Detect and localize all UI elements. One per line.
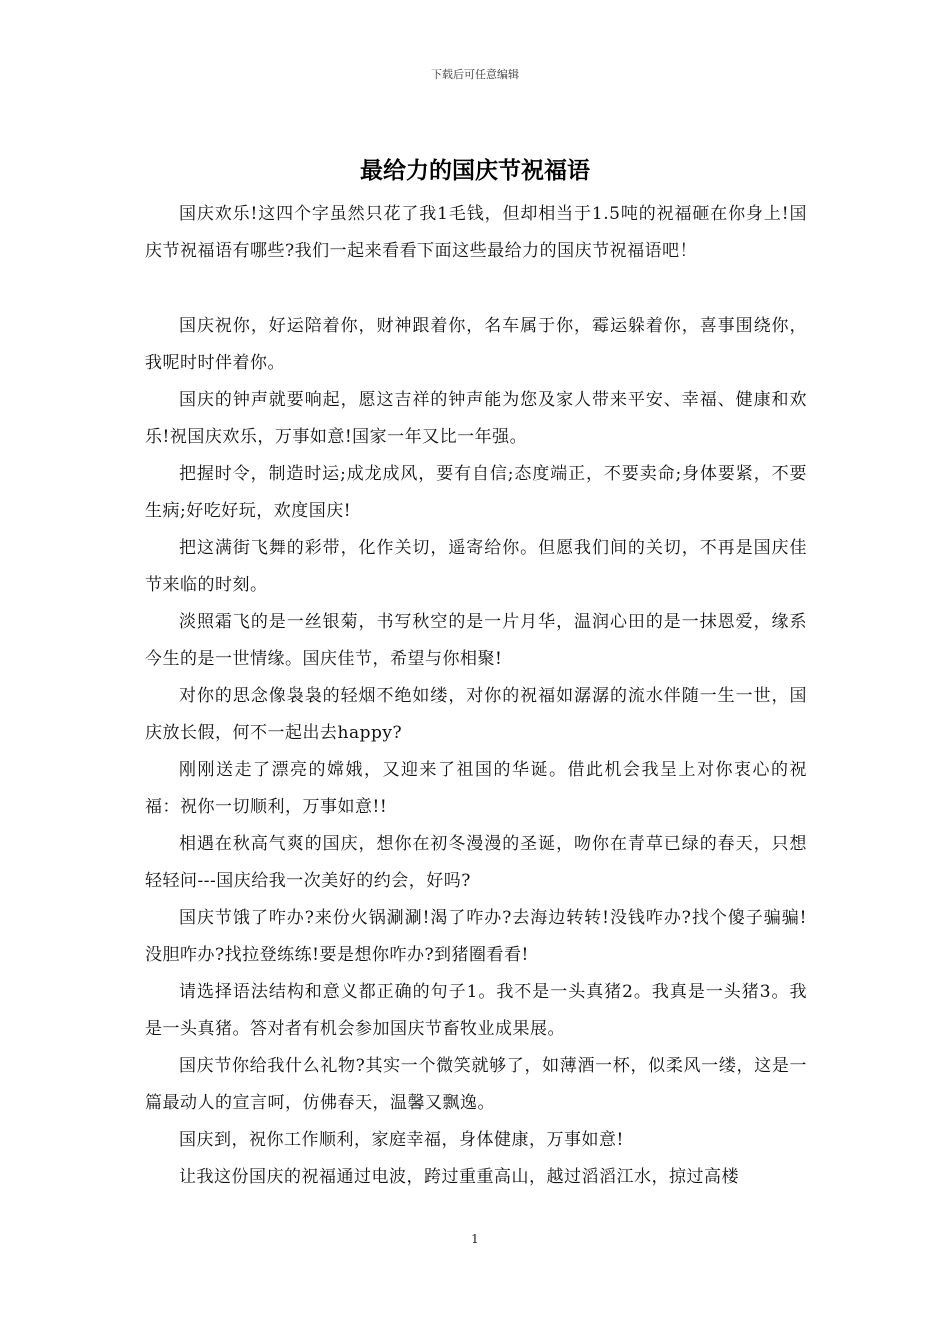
paragraph-spacer bbox=[145, 270, 807, 308]
page-title: 最给力的国庆节祝福语 bbox=[360, 158, 590, 184]
page-number: 1 bbox=[471, 1232, 479, 1246]
paragraph: 国庆祝你，好运陪着你，财神跟着你，名车属于你，霉运躲着你，喜事围绕你，我呢时时伴着你。 bbox=[145, 316, 807, 373]
intro-paragraph: 国庆欢乐!这四个字虽然只花了我1毛钱，但却相当于1.5吨的祝福砸在你身上!国庆节祝福语有哪些?我们一起来看看下面这些最给力的国庆节祝福语吧！ bbox=[145, 204, 807, 261]
paragraph: 让我这份国庆的祝福通过电波，跨过重重高山，越过滔滔江水，掠过高楼 bbox=[179, 1167, 739, 1187]
paragraph: 相遇在秋高气爽的国庆，想你在初冬漫漫的圣诞，吻你在青草已绿的春天，只想轻轻问---国庆给我一次美好的约会，好吗? bbox=[145, 834, 807, 891]
paragraph: 对你的思念像袅袅的轻烟不绝如缕，对你的祝福如潺潺的流水伴随一生一世，国庆放长假，何不一起出去happy? bbox=[145, 686, 807, 743]
paragraph: 刚刚送走了漂亮的嫦娥，又迎来了祖国的华诞。借此机会我呈上对你衷心的祝福：祝你一切顺利，万事如意!! bbox=[145, 760, 807, 817]
paragraph: 淡照霜飞的是一丝银菊，书写秋空的是一片月华，温润心田的是一抹恩爱，缘系今生的是一世情缘。国庆佳节，希望与你相聚! bbox=[145, 612, 807, 669]
article-body bbox=[145, 196, 807, 1196]
paragraph: 把这满街飞舞的彩带，化作关切，遥寄给你。但愿我们间的关切，不再是国庆佳节来临的时刻。 bbox=[145, 538, 807, 595]
paragraph: 国庆节你给我什么礼物?其实一个微笑就够了，如薄酒一杯，似柔风一缕，这是一篇最动人的宣言呵，仿佛春天，温馨又飘逸。 bbox=[145, 1056, 807, 1113]
paragraph: 国庆的钟声就要响起，愿这吉祥的钟声能为您及家人带来平安、幸福、健康和欢乐!祝国庆欢乐，万事如意!国家一年又比一年强。 bbox=[145, 390, 807, 447]
header-note: 下载后可任意编辑 bbox=[431, 68, 519, 81]
paragraph: 国庆节饿了咋办?来份火锅涮涮!渴了咋办?去海边转转!没钱咋办?找个傻子骗骗!没胆咋办?找拉登练练!要是想你咋办?到猪圈看看! bbox=[145, 908, 807, 965]
paragraph: 请选择语法结构和意义都正确的句子1。我不是一头真猪2。我真是一头猪3。我是一头真猪。答对者有机会参加国庆节畜牧业成果展。 bbox=[145, 982, 807, 1039]
paragraph: 把握时令，制造时运;成龙成风，要有自信;态度端正，不要卖命;身体要紧，不要生病;好吃好玩，欢度国庆! bbox=[145, 464, 807, 521]
paragraph: 国庆到，祝你工作顺利，家庭幸福，身体健康，万事如意! bbox=[179, 1130, 624, 1150]
